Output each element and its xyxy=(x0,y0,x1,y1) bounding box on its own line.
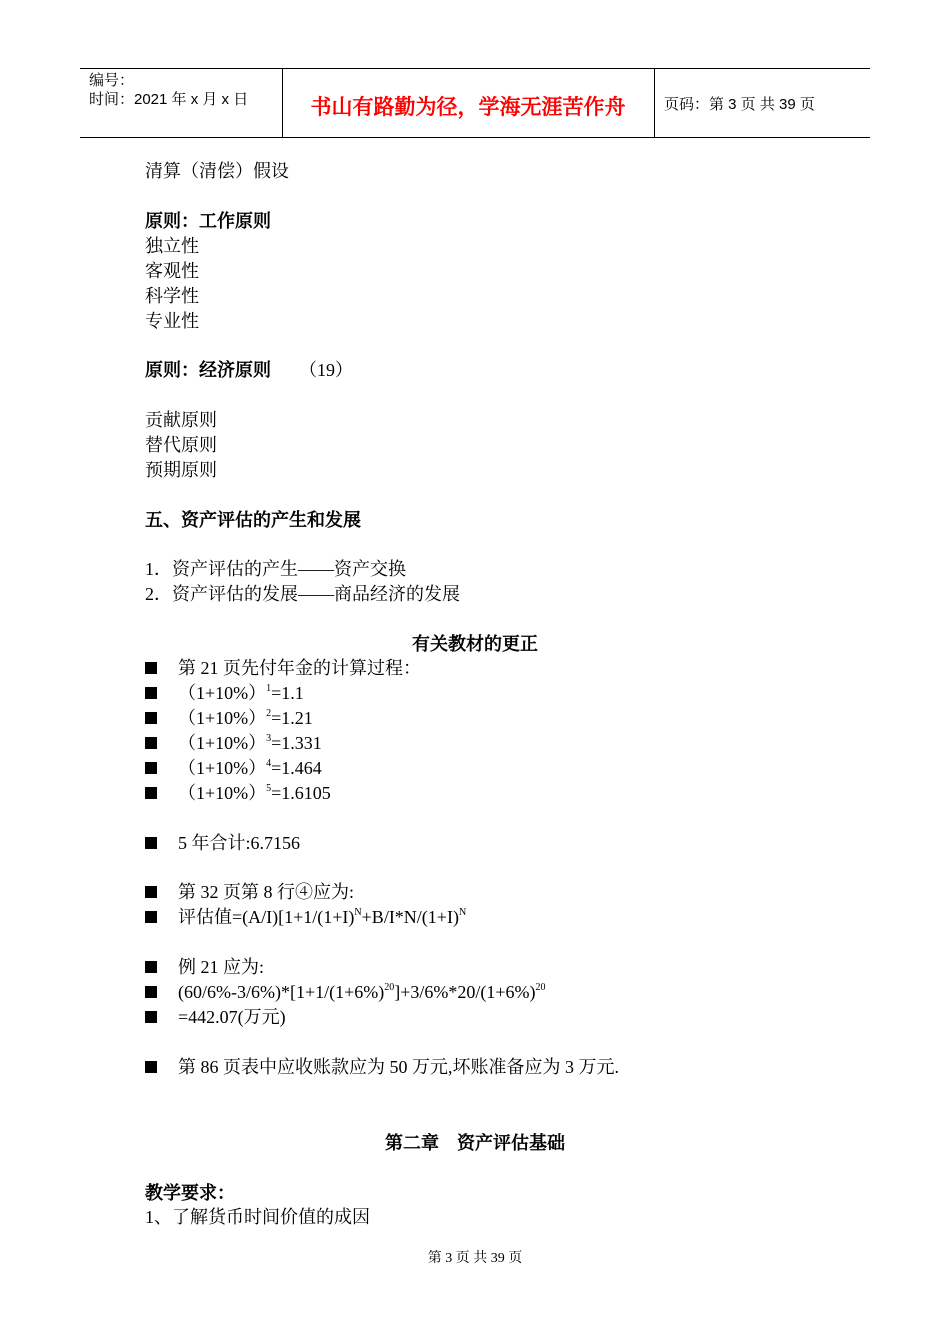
formula-example: $(60/6\%-3/6\%)*[1+1/(1+6\%)^{20}]+3/6\%*20/(1+6\%)^{20}$ xyxy=(178,982,546,1002)
bullet-icon xyxy=(145,762,157,774)
bullet-icon xyxy=(145,986,157,998)
bullet-text: 5 年合计:6.7156 xyxy=(178,833,301,853)
bullet-icon xyxy=(145,1061,157,1073)
motto: 书山有路勤为径，学海无涯苦作舟 xyxy=(310,95,626,119)
bullet-text: $(1+10\%)^4=1.464$ xyxy=(178,758,322,778)
text-line: 替代原则 xyxy=(145,435,217,455)
bullet-icon xyxy=(145,712,157,724)
bullet-icon xyxy=(145,737,157,749)
page-code: 页码：第 3 页 共 39 页 xyxy=(664,96,815,113)
heading-work-principles: 原则：工作原则 xyxy=(145,211,271,231)
bullet-text: $(1+10\%)^1=1.1$ xyxy=(178,683,304,703)
text-line: 科学性 xyxy=(145,286,199,306)
bullet-icon xyxy=(145,911,157,923)
numbered-item: 2．资产评估的发展——商品经济的发展 xyxy=(145,584,460,604)
requirements-heading: 教学要求： xyxy=(145,1183,235,1203)
numbered-item: 1．资产评估的产生——资产交换 xyxy=(145,559,406,579)
text-line: 贡献原则 xyxy=(145,410,217,430)
section-heading: 五、资产评估的产生和发展 xyxy=(145,510,361,530)
requirement-item: 1、了解货币时间价值的成因 xyxy=(145,1207,370,1227)
number-label: 编号： xyxy=(89,72,135,89)
formula-valuation: 评估值$=(A/I)[1+1/(1+I)^N+B/I*N/(1+I)^N$ xyxy=(178,907,467,927)
bullet-icon xyxy=(145,961,157,973)
heading-econ-principles xyxy=(145,358,353,382)
bullet-icon xyxy=(145,886,157,898)
bullet-text: $(1+10\%)^3=1.331$ xyxy=(178,733,322,753)
text-line: 预期原则 xyxy=(145,460,217,480)
heading-econ-label: 原则：经济原则 xyxy=(145,360,271,380)
text-line: 独立性 xyxy=(145,236,199,256)
bullet-icon xyxy=(145,1011,157,1023)
bullet-icon xyxy=(145,787,157,799)
header-info-cell xyxy=(80,69,283,137)
heading-econ-ref: （19） xyxy=(299,360,353,380)
bullet-icon xyxy=(145,837,157,849)
time-label: 时间：2021 年 x 月 x 日 xyxy=(89,91,249,108)
text-line: 客观性 xyxy=(145,261,199,281)
bullet-text: =442.07(万元) xyxy=(178,1007,286,1027)
corrections-title: 有关教材的更正 xyxy=(412,634,538,654)
bullet-text: 第 21 页先付年金的计算过程： xyxy=(178,658,421,678)
text-line: 专业性 xyxy=(145,311,199,331)
bullet-text: 例 21 应为: xyxy=(178,957,265,977)
page-footer: 第 3 页 共 39 页 xyxy=(427,1251,523,1266)
header-motto-cell xyxy=(282,69,655,137)
bullet-text: 第 86 页表中应收账款应为 50 万元,坏账准备应为 3 万元. xyxy=(178,1057,619,1077)
chapter-title: 第二章 资产评估基础 xyxy=(385,1133,565,1153)
bullet-icon xyxy=(145,662,157,674)
header-table xyxy=(80,68,870,138)
bullet-text: 第 32 页第 8 行④应为: xyxy=(178,882,355,902)
text-line: 清算（清偿）假设 xyxy=(145,161,289,181)
bullet-icon xyxy=(145,687,157,699)
bullet-text: $(1+10\%)^2=1.21$ xyxy=(178,708,313,728)
bullet-text: $(1+10\%)^5=1.6105$ xyxy=(178,783,331,803)
